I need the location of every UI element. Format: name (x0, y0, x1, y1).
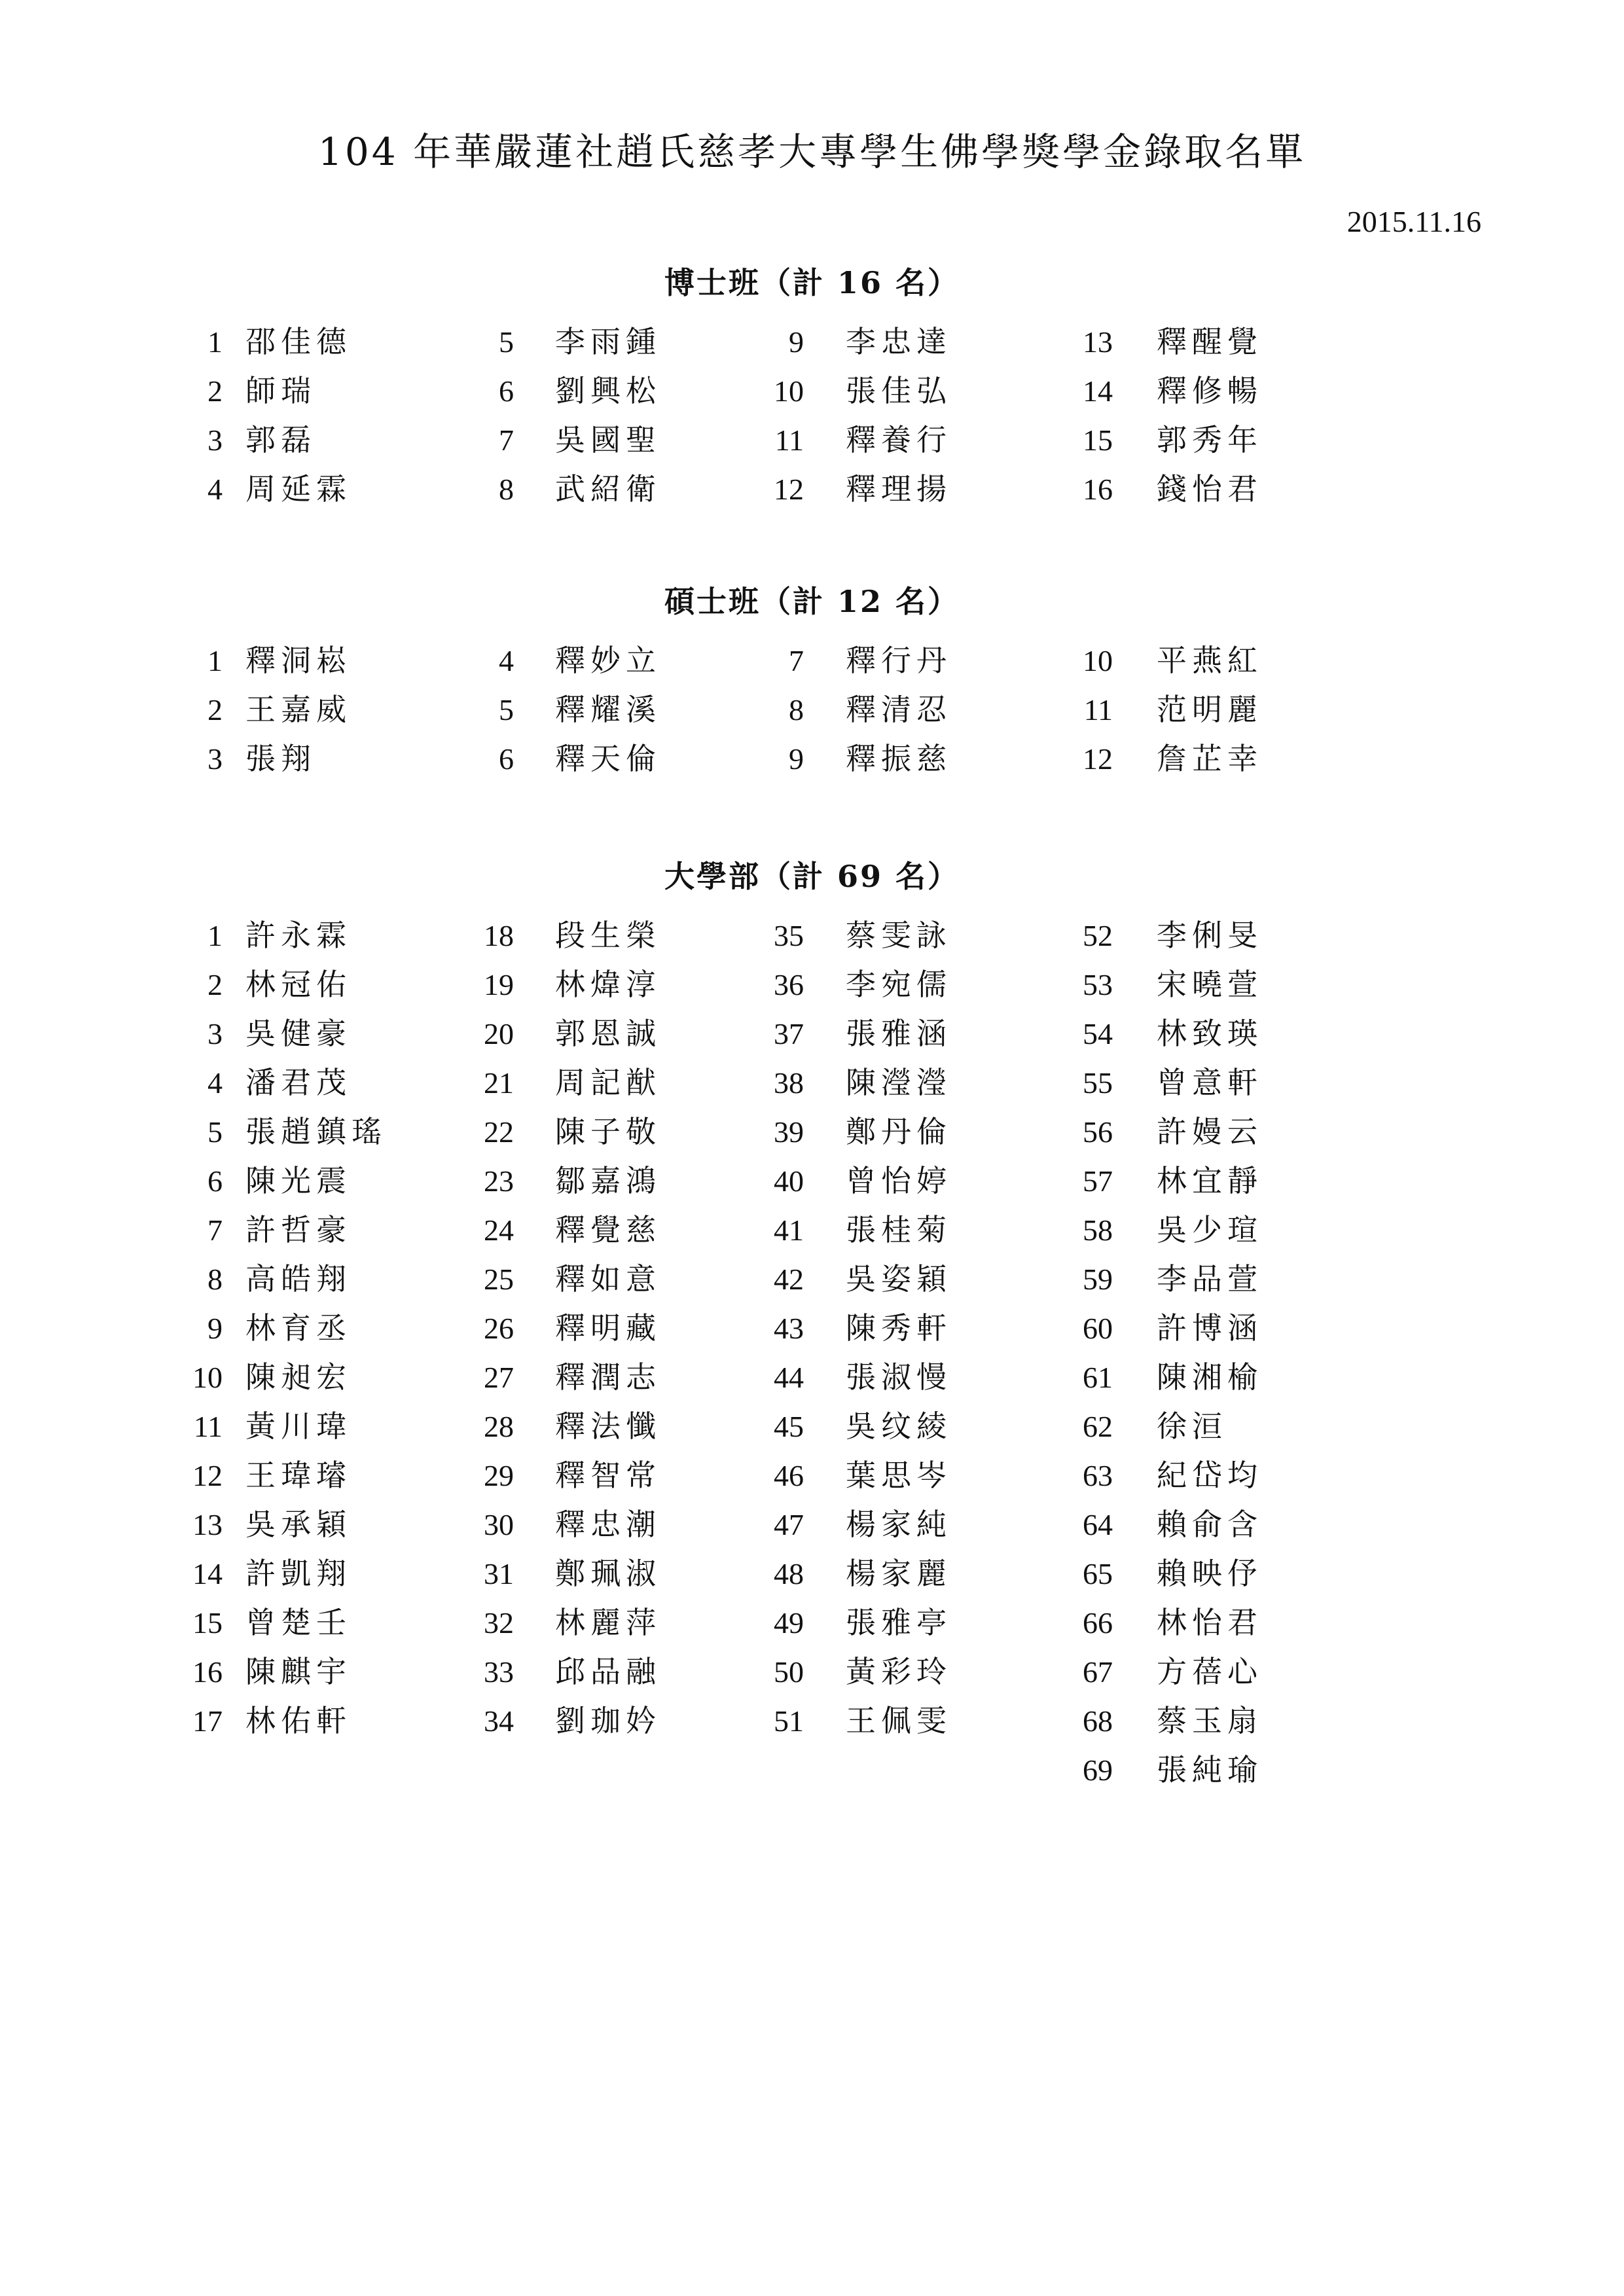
entry-name: 陳麒宇 (245, 1654, 352, 1689)
entry-name: 平燕紅 (1157, 643, 1263, 678)
entry-number: 6 (499, 742, 514, 776)
entry-number: 10 (774, 374, 804, 408)
entry-number: 12 (192, 1459, 223, 1492)
entry-number: 58 (1083, 1213, 1113, 1247)
list-item (0, 1451, 1624, 1500)
entry-name: 張純瑜 (1157, 1752, 1263, 1787)
entry-name: 釋修暢 (1157, 373, 1263, 408)
entry-number: 40 (774, 1164, 804, 1198)
entry-name: 釋理揚 (846, 471, 952, 507)
entry-name: 林宜靜 (1157, 1163, 1263, 1198)
entry-name: 陳秀軒 (846, 1310, 952, 1346)
entry-name: 李品萱 (1157, 1261, 1263, 1297)
entry-name: 釋振慈 (846, 741, 952, 776)
entry-number: 14 (1083, 374, 1113, 408)
entry-name: 許嫚云 (1157, 1114, 1263, 1149)
entry-number: 56 (1083, 1115, 1113, 1149)
entry-name: 釋法懺 (555, 1408, 661, 1444)
entry-name: 陳湘榆 (1157, 1359, 1263, 1395)
entry-number: 6 (208, 1164, 223, 1198)
entry-name: 段生榮 (555, 918, 661, 953)
section-heading-undergrad: 大學部（計 69 名） (664, 859, 960, 894)
entry-number: 13 (192, 1508, 223, 1541)
entry-number: 38 (774, 1066, 804, 1100)
entry-number: 52 (1083, 919, 1113, 952)
list-item (0, 1058, 1624, 1107)
entry-name: 劉興松 (555, 373, 661, 408)
entry-name: 師瑞 (245, 373, 316, 408)
list-item (0, 1598, 1624, 1647)
entry-name: 張桂菊 (846, 1212, 952, 1247)
entry-name: 郭磊 (245, 422, 316, 457)
entry-name: 錢怡君 (1157, 471, 1263, 507)
entry-number: 1 (208, 325, 223, 359)
entry-name: 許永霖 (245, 918, 352, 953)
entry-name: 鄒嘉鴻 (555, 1163, 661, 1198)
list-item (0, 1009, 1624, 1058)
list-item (0, 1206, 1624, 1255)
list-item (0, 636, 1624, 685)
entry-name: 許博涵 (1157, 1310, 1263, 1346)
entry-number: 8 (208, 1263, 223, 1296)
entry-number: 62 (1083, 1410, 1113, 1443)
entry-name: 張翔 (245, 741, 316, 776)
entry-number: 60 (1083, 1312, 1113, 1345)
entry-name: 曾怡婷 (846, 1163, 952, 1198)
entry-number: 1 (208, 919, 223, 952)
entry-number: 51 (774, 1704, 804, 1738)
entry-number: 4 (208, 1066, 223, 1100)
entry-number: 3 (208, 423, 223, 457)
entry-name: 鄭丹倫 (846, 1114, 952, 1149)
entry-number: 34 (484, 1704, 514, 1738)
entry-name: 郭秀年 (1157, 422, 1263, 457)
entry-name: 蔡雯詠 (846, 918, 952, 953)
entry-name: 釋妙立 (555, 643, 661, 678)
entry-number: 4 (499, 644, 514, 677)
entry-number: 14 (192, 1557, 223, 1590)
entry-name: 吳健豪 (245, 1016, 352, 1051)
entry-number: 15 (192, 1606, 223, 1640)
entry-number: 59 (1083, 1263, 1113, 1296)
entry-number: 9 (789, 325, 804, 359)
entry-name: 吳承穎 (245, 1507, 352, 1542)
entry-name: 張雅亭 (846, 1605, 952, 1640)
entry-number: 11 (1083, 693, 1113, 726)
entry-name: 王瑋璿 (245, 1458, 352, 1493)
entry-name: 陳昶宏 (245, 1359, 352, 1395)
entry-number: 3 (208, 742, 223, 776)
entry-name: 紀岱均 (1157, 1458, 1263, 1493)
list-item (0, 1255, 1624, 1304)
entry-name: 釋明藏 (555, 1310, 661, 1346)
entry-number: 42 (774, 1263, 804, 1296)
entry-name: 楊家麗 (846, 1556, 952, 1591)
entry-number: 31 (484, 1557, 514, 1590)
entry-number: 7 (789, 644, 804, 677)
entry-number: 67 (1083, 1655, 1113, 1689)
document-title: 104 年華嚴蓮社趙氏慈孝大專學生佛學獎學金錄取名單 (317, 130, 1307, 174)
entry-number: 17 (192, 1704, 223, 1738)
list-item (0, 1647, 1624, 1696)
entry-name: 邵佳德 (245, 324, 352, 359)
entry-number: 25 (484, 1263, 514, 1296)
entry-name: 陳瀅瀅 (846, 1065, 952, 1100)
entry-number: 21 (484, 1066, 514, 1100)
entry-name: 釋智常 (555, 1458, 661, 1493)
entry-number: 24 (484, 1213, 514, 1247)
entry-name: 詹芷幸 (1157, 741, 1263, 776)
entry-number: 46 (774, 1459, 804, 1492)
entry-name: 釋覺慈 (555, 1212, 661, 1247)
entry-name: 李俐旻 (1157, 918, 1263, 953)
list-item (0, 1549, 1624, 1598)
entry-name: 林煒淳 (555, 967, 661, 1002)
list-item (0, 734, 1624, 783)
entry-name: 釋洞崧 (245, 643, 352, 678)
entry-number: 43 (774, 1312, 804, 1345)
section-heading-phd: 博士班（計 16 名） (664, 265, 960, 300)
entry-number: 45 (774, 1410, 804, 1443)
entry-name: 陳光震 (245, 1163, 352, 1198)
entry-name: 賴映伃 (1157, 1556, 1263, 1591)
entry-name: 釋清忍 (846, 692, 952, 727)
entry-number: 64 (1083, 1508, 1113, 1541)
entry-name: 吳少瑄 (1157, 1212, 1263, 1247)
entry-name: 林致瑛 (1157, 1016, 1263, 1051)
entry-number: 10 (1083, 644, 1113, 677)
entry-name: 劉珈妗 (555, 1703, 661, 1738)
entry-number: 50 (774, 1655, 804, 1689)
entry-name: 潘君茂 (245, 1065, 352, 1100)
entry-number: 30 (484, 1508, 514, 1541)
document-date: 2015.11.16 (1346, 205, 1481, 238)
entry-number: 12 (1083, 742, 1113, 776)
entry-number: 20 (484, 1017, 514, 1050)
entry-number: 16 (192, 1655, 223, 1689)
entry-name: 釋養行 (846, 422, 952, 457)
entry-number: 44 (774, 1361, 804, 1394)
entry-name: 林育丞 (245, 1310, 352, 1346)
list-item (0, 1353, 1624, 1402)
list-item (0, 367, 1624, 416)
entry-number: 4 (208, 473, 223, 506)
entry-number: 63 (1083, 1459, 1113, 1492)
entry-name: 釋如意 (555, 1261, 661, 1297)
entry-number: 28 (484, 1410, 514, 1443)
entry-number: 6 (499, 374, 514, 408)
entry-name: 邱品融 (555, 1654, 661, 1689)
entry-number: 32 (484, 1606, 514, 1640)
list-item (0, 1402, 1624, 1451)
entry-number: 2 (208, 693, 223, 726)
entry-number: 19 (484, 968, 514, 1001)
entry-number: 26 (484, 1312, 514, 1345)
list-item (0, 317, 1624, 367)
entry-number: 53 (1083, 968, 1113, 1001)
entry-name: 曾楚壬 (245, 1605, 352, 1640)
entry-number: 8 (789, 693, 804, 726)
entry-number: 49 (774, 1606, 804, 1640)
entry-name: 釋天倫 (555, 741, 661, 776)
entry-name: 李忠達 (846, 324, 952, 359)
entry-name: 高皓翔 (245, 1261, 352, 1297)
entry-name: 王嘉威 (245, 692, 352, 727)
entry-number: 10 (192, 1361, 223, 1394)
entry-number: 55 (1083, 1066, 1113, 1100)
entry-number: 27 (484, 1361, 514, 1394)
entry-number: 29 (484, 1459, 514, 1492)
entry-name: 張雅涵 (846, 1016, 952, 1051)
entry-name: 林怡君 (1157, 1605, 1263, 1640)
list-item (0, 1157, 1624, 1206)
entry-name: 張趙鎮瑤 (245, 1114, 387, 1149)
entry-number: 2 (208, 374, 223, 408)
entry-number: 66 (1083, 1606, 1113, 1640)
list-item (0, 416, 1624, 465)
entry-name: 武紹衛 (555, 471, 661, 507)
entry-name: 宋曉萱 (1157, 967, 1263, 1002)
entry-number: 7 (208, 1213, 223, 1247)
entry-number: 7 (499, 423, 514, 457)
entry-number: 5 (499, 693, 514, 726)
entry-number: 11 (193, 1410, 223, 1443)
entry-name: 吳纹綾 (846, 1408, 952, 1444)
entry-name: 黃彩玲 (846, 1654, 952, 1689)
entry-number: 11 (774, 423, 804, 457)
list-item (0, 1304, 1624, 1353)
entry-name: 徐洹 (1157, 1408, 1227, 1444)
entry-name: 釋行丹 (846, 643, 952, 678)
entry-number: 2 (208, 968, 223, 1001)
entry-number: 54 (1083, 1017, 1113, 1050)
entry-number: 5 (499, 325, 514, 359)
entry-number: 9 (789, 742, 804, 776)
entry-number: 68 (1083, 1704, 1113, 1738)
entry-name: 方蓓心 (1157, 1654, 1263, 1689)
entry-name: 林麗萍 (555, 1605, 661, 1640)
entry-number: 36 (774, 968, 804, 1001)
entry-number: 61 (1083, 1361, 1113, 1394)
entry-number: 22 (484, 1115, 514, 1149)
entry-number: 5 (208, 1115, 223, 1149)
entry-number: 65 (1083, 1557, 1113, 1590)
entry-number: 69 (1083, 1753, 1113, 1787)
entry-number: 12 (774, 473, 804, 506)
entry-name: 釋醒覺 (1157, 324, 1263, 359)
entry-name: 釋潤志 (555, 1359, 661, 1395)
entry-name: 鄭珮淑 (555, 1556, 661, 1591)
entry-number: 3 (208, 1017, 223, 1050)
list-item (0, 1107, 1624, 1157)
entry-name: 范明麗 (1157, 692, 1263, 727)
entry-name: 李宛儒 (846, 967, 952, 1002)
entry-name: 許凱翔 (245, 1556, 352, 1591)
list-item (0, 1500, 1624, 1549)
entry-name: 林冠佑 (245, 967, 352, 1002)
entry-number: 8 (499, 473, 514, 506)
list-item (0, 1696, 1624, 1746)
entry-number: 23 (484, 1164, 514, 1198)
entry-name: 李雨鍾 (555, 324, 661, 359)
entry-name: 曾意軒 (1157, 1065, 1263, 1100)
entry-number: 47 (774, 1508, 804, 1541)
entry-name: 吳姿穎 (846, 1261, 952, 1297)
entry-name: 賴俞含 (1157, 1507, 1263, 1542)
entry-name: 張佳弘 (846, 373, 952, 408)
entry-number: 15 (1083, 423, 1113, 457)
entry-name: 郭恩誠 (555, 1016, 661, 1051)
entry-number: 33 (484, 1655, 514, 1689)
entry-name: 周記猷 (555, 1065, 661, 1100)
entry-name: 周延霖 (245, 471, 352, 507)
entry-number: 48 (774, 1557, 804, 1590)
entry-number: 41 (774, 1213, 804, 1247)
entry-number: 13 (1083, 325, 1113, 359)
list-item (0, 911, 1624, 960)
entry-number: 1 (208, 644, 223, 677)
list-item (0, 685, 1624, 734)
entry-name: 釋忠潮 (555, 1507, 661, 1542)
entry-number: 37 (774, 1017, 804, 1050)
entry-number: 57 (1083, 1164, 1113, 1198)
entry-number: 9 (208, 1312, 223, 1345)
entry-number: 18 (484, 919, 514, 952)
list-item (0, 1746, 1624, 1795)
list-item (0, 960, 1624, 1009)
entry-name: 蔡玉扇 (1157, 1703, 1263, 1738)
entry-number: 16 (1083, 473, 1113, 506)
entry-name: 黃川瑋 (245, 1408, 352, 1444)
entry-name: 許哲豪 (245, 1212, 352, 1247)
entry-name: 張淑慢 (846, 1359, 952, 1395)
entry-name: 吳國聖 (555, 422, 661, 457)
entry-name: 陳子敬 (555, 1114, 661, 1149)
entry-number: 35 (774, 919, 804, 952)
entry-name: 釋耀溪 (555, 692, 661, 727)
entry-name: 王佩雯 (846, 1703, 952, 1738)
entry-name: 林佑軒 (245, 1703, 352, 1738)
entry-name: 葉思岑 (846, 1458, 952, 1493)
entry-name: 楊家純 (846, 1507, 952, 1542)
list-item (0, 465, 1624, 514)
section-heading-master: 碩士班（計 12 名） (664, 584, 960, 619)
entry-number: 39 (774, 1115, 804, 1149)
